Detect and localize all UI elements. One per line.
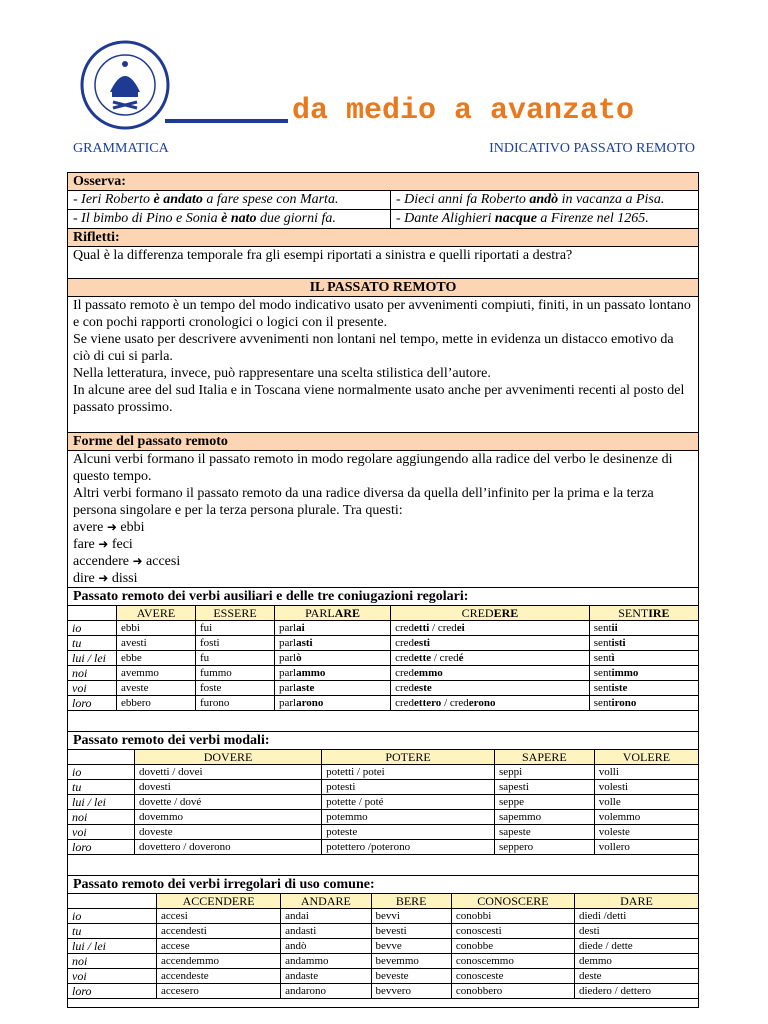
column-header: VOLERE [594,750,698,765]
table-cell: vollero [594,840,698,855]
table-cell: accendeste [157,969,281,984]
table-cell: parlaste [275,681,391,696]
table-cell: parlasti [275,636,391,651]
table-cell: diede / dette [574,939,698,954]
table-cell: dovesti [135,780,322,795]
table-cell: fosti [196,636,275,651]
table-cell: avemmo [117,666,196,681]
infinitive: fare [73,537,95,552]
table-cell: bevvero [371,984,451,999]
pronoun-cell: noi [68,954,157,969]
remote-form: ebbi [120,520,145,535]
table-cell: accendesti [157,924,281,939]
table-cell: conoscemmo [451,954,574,969]
table-row [68,969,698,984]
column-header: PARLARE [275,606,391,621]
column-header: POTERE [322,750,495,765]
pronoun-cell: loro [68,840,135,855]
table-cell: volle [594,795,698,810]
table-irregolari [68,876,698,1007]
column-header: DOVERE [135,750,322,765]
table-cell: potesti [322,780,495,795]
column-header: ANDARE [281,894,371,909]
pronoun-cell: voi [68,681,117,696]
table-cell: fummo [196,666,275,681]
table-ausiliari [68,588,698,732]
conjugation-table [68,893,698,999]
example-line [73,519,693,536]
table-cell: dovemmo [135,810,322,825]
table-cell: dovetti / dovei [135,765,322,780]
remote-form: feci [111,537,133,552]
table-cell: andammo [281,954,371,969]
table-cell: diedi /detti [574,909,698,924]
pronoun-cell: io [68,909,157,924]
table-cell: sentirono [589,696,698,711]
table-row [68,636,698,651]
table-cell: accesero [157,984,281,999]
table-cell: credetti / credei [391,621,590,636]
paragraph: Alcuni verbi formano il passato remoto in modo regolare aggiungendo alla radice del verbo le desinenze di questo tempo. [73,452,673,484]
table-row [68,909,698,924]
table-cell: credette / credé [391,651,590,666]
table-cell: beveste [371,969,451,984]
table-cell: andasti [281,924,371,939]
example-right: - Dieci anni fa Roberto andò in vacanza a Pisa. [396,192,665,207]
table-title: Passato remoto dei verbi modali: [73,733,270,748]
table-cell: volli [594,765,698,780]
table-modali [68,732,698,876]
table-cell: dovette / dové [135,795,322,810]
section-label: GRAMMATICA [73,141,169,156]
table-cell: foste [196,681,275,696]
rifletti-heading: Rifletti: [68,229,698,247]
conjugation-table [68,605,698,711]
table-row [68,651,698,666]
forme-body [68,451,698,588]
table-cell: accese [157,939,281,954]
pronoun-cell: lui / lei [68,939,157,954]
table-row [68,621,698,636]
table-cell: andarono [281,984,371,999]
osserva-heading: Osserva: [68,173,698,191]
table-row [68,984,698,999]
paragraph: Se viene usato per descrivere avvenimenti non lontani nel tempo, mette in evidenza un distacco emotivo da ciò di cui si parla. [73,332,674,364]
table-cell: diedero / dettero [574,984,698,999]
title-underline [165,119,288,123]
pronoun-cell: tu [68,780,135,795]
table-cell: conoscesti [451,924,574,939]
arrow-right-icon: ➜ [98,571,109,585]
table-cell: conobbi [451,909,574,924]
table-cell: potetti / potei [322,765,495,780]
table-title: Passato remoto dei verbi irregolari di uso comune: [73,877,375,892]
column-header: SENTIRE [589,606,698,621]
pronoun-cell: loro [68,984,157,999]
table-cell: bevve [371,939,451,954]
table-cell: avesti [117,636,196,651]
table-cell: bevemmo [371,954,451,969]
column-header: CONOSCERE [451,894,574,909]
table-cell: seppe [494,795,594,810]
table-cell: credeste [391,681,590,696]
table-cell: andai [281,909,371,924]
table-cell: andò [281,939,371,954]
table-cell: parlai [275,621,391,636]
worksheet [67,172,699,1008]
table-cell: ebbe [117,651,196,666]
remote-form: accesi [146,554,181,569]
example-line [73,536,693,553]
rifletti-question: Qual è la differenza temporale fra gli esempi riportati a sinistra e quelli riportati a destra? [73,248,573,263]
paragraph: Il passato remoto è un tempo del modo indicativo usato per avvenimenti compiuti, finiti, in un passato lontano e con pochi rapporti cronologici o logici con il presente. [73,298,691,330]
table-cell: potettero /poterono [322,840,495,855]
table-cell: parlò [275,651,391,666]
table-header-row [68,606,698,621]
pronoun-cell: noi [68,810,135,825]
table-cell: fui [196,621,275,636]
table-cell: potemmo [322,810,495,825]
table-cell: sentii [589,621,698,636]
column-header: BERE [371,894,451,909]
pronoun-cell: voi [68,825,135,840]
table-header-row [68,894,698,909]
column-header: ESSERE [196,606,275,621]
table-cell: sapemmo [494,810,594,825]
pronoun-cell: lui / lei [68,651,117,666]
table-cell: desti [574,924,698,939]
table-cell: sentì [589,651,698,666]
table-cell: dovettero / doverono [135,840,322,855]
osserva-row [68,210,698,229]
table-cell: poteste [322,825,495,840]
table-cell: conobbe [451,939,574,954]
spacer [68,855,698,875]
table-cell: demmo [574,954,698,969]
table-cell: volesti [594,780,698,795]
table-cell: aveste [117,681,196,696]
pronoun-cell: noi [68,666,117,681]
university-seal-logo [80,40,170,130]
infinitive: dire [73,571,95,586]
table-cell: credettero / crederono [391,696,590,711]
table-cell: seppero [494,840,594,855]
column-header: ACCENDERE [157,894,281,909]
forme-heading: Forme del passato remoto [68,433,698,451]
paragraph: Altri verbi formano il passato remoto da una radice diversa da quella dell’infinito per la prima e la terza persona singolare e per la terza persona plurale. Tra questi: [73,486,654,518]
pronoun-cell: tu [68,924,157,939]
passato-body [68,297,698,433]
table-cell: andaste [281,969,371,984]
table-cell: deste [574,969,698,984]
table-cell: parlammo [275,666,391,681]
table-cell: parlarono [275,696,391,711]
topic-label: INDICATIVO PASSATO REMOTO [489,141,695,156]
example-line [73,570,693,587]
arrow-right-icon: ➜ [98,537,109,551]
table-row [68,924,698,939]
pronoun-cell: voi [68,969,157,984]
table-cell: bevvi [371,909,451,924]
table-row [68,840,698,855]
paragraph: Nella letteratura, invece, può rappresentare una scelta stilistica dell’autore. [73,366,491,381]
table-cell: sentimmo [589,666,698,681]
table-cell: volemmo [594,810,698,825]
table-cell: sentisti [589,636,698,651]
page-title: da medio a avanzato [292,94,635,128]
table-header-empty [68,606,117,621]
table-cell: doveste [135,825,322,840]
example-right: - Dante Alighieri nacque a Firenze nel 1265. [396,211,649,226]
table-row [68,681,698,696]
remote-form: dissi [111,571,138,586]
table-cell: sapesti [494,780,594,795]
table-row [68,939,698,954]
table-cell: potette / poté [322,795,495,810]
pronoun-cell: tu [68,636,117,651]
table-row [68,666,698,681]
table-cell: voleste [594,825,698,840]
rifletti-text [68,247,698,279]
pronoun-cell: lui / lei [68,795,135,810]
table-cell: credesti [391,636,590,651]
table-cell: furono [196,696,275,711]
arrow-right-icon: ➜ [106,520,117,534]
spacer [68,711,698,731]
table-row [68,825,698,840]
pronoun-cell: io [68,765,135,780]
table-cell: conosceste [451,969,574,984]
paragraph: In alcune aree del sud Italia e in Toscana viene normalmente usato anche per avvenimenti recenti al posto del passato prossimo. [73,383,685,415]
table-row [68,954,698,969]
osserva-row [68,191,698,210]
column-header: AVERE [117,606,196,621]
table-row [68,696,698,711]
column-header: DARE [574,894,698,909]
table-row [68,795,698,810]
table-cell: credemmo [391,666,590,681]
column-header: SAPERE [494,750,594,765]
arrow-right-icon: ➜ [132,554,143,568]
conjugation-table [68,749,698,855]
example-line [73,553,693,570]
infinitive: accendere [73,554,129,569]
column-header: CREDERE [391,606,590,621]
table-title: Passato remoto dei verbi ausiliari e delle tre coniugazioni regolari: [73,589,469,604]
pronoun-cell: io [68,621,117,636]
spacer [68,999,698,1007]
table-cell: ebbi [117,621,196,636]
table-cell: sentiste [589,681,698,696]
table-cell: accesi [157,909,281,924]
pronoun-cell: loro [68,696,117,711]
table-cell: accendemmo [157,954,281,969]
table-cell: fu [196,651,275,666]
table-cell: ebbero [117,696,196,711]
table-cell: seppi [494,765,594,780]
example-left: - Il bimbo di Pino e Sonia è nato due giorni fa. [68,210,391,228]
table-cell: conobbero [451,984,574,999]
table-row [68,780,698,795]
table-header-empty [68,894,157,909]
table-cell: bevesti [371,924,451,939]
passato-heading: IL PASSATO REMOTO [68,279,698,297]
table-cell: sapeste [494,825,594,840]
table-row [68,810,698,825]
table-header-empty [68,750,135,765]
table-header-row [68,750,698,765]
table-row [68,765,698,780]
infinitive: avere [73,520,104,535]
example-left: - Ieri Roberto è andato a fare spese con Marta. [68,191,391,209]
